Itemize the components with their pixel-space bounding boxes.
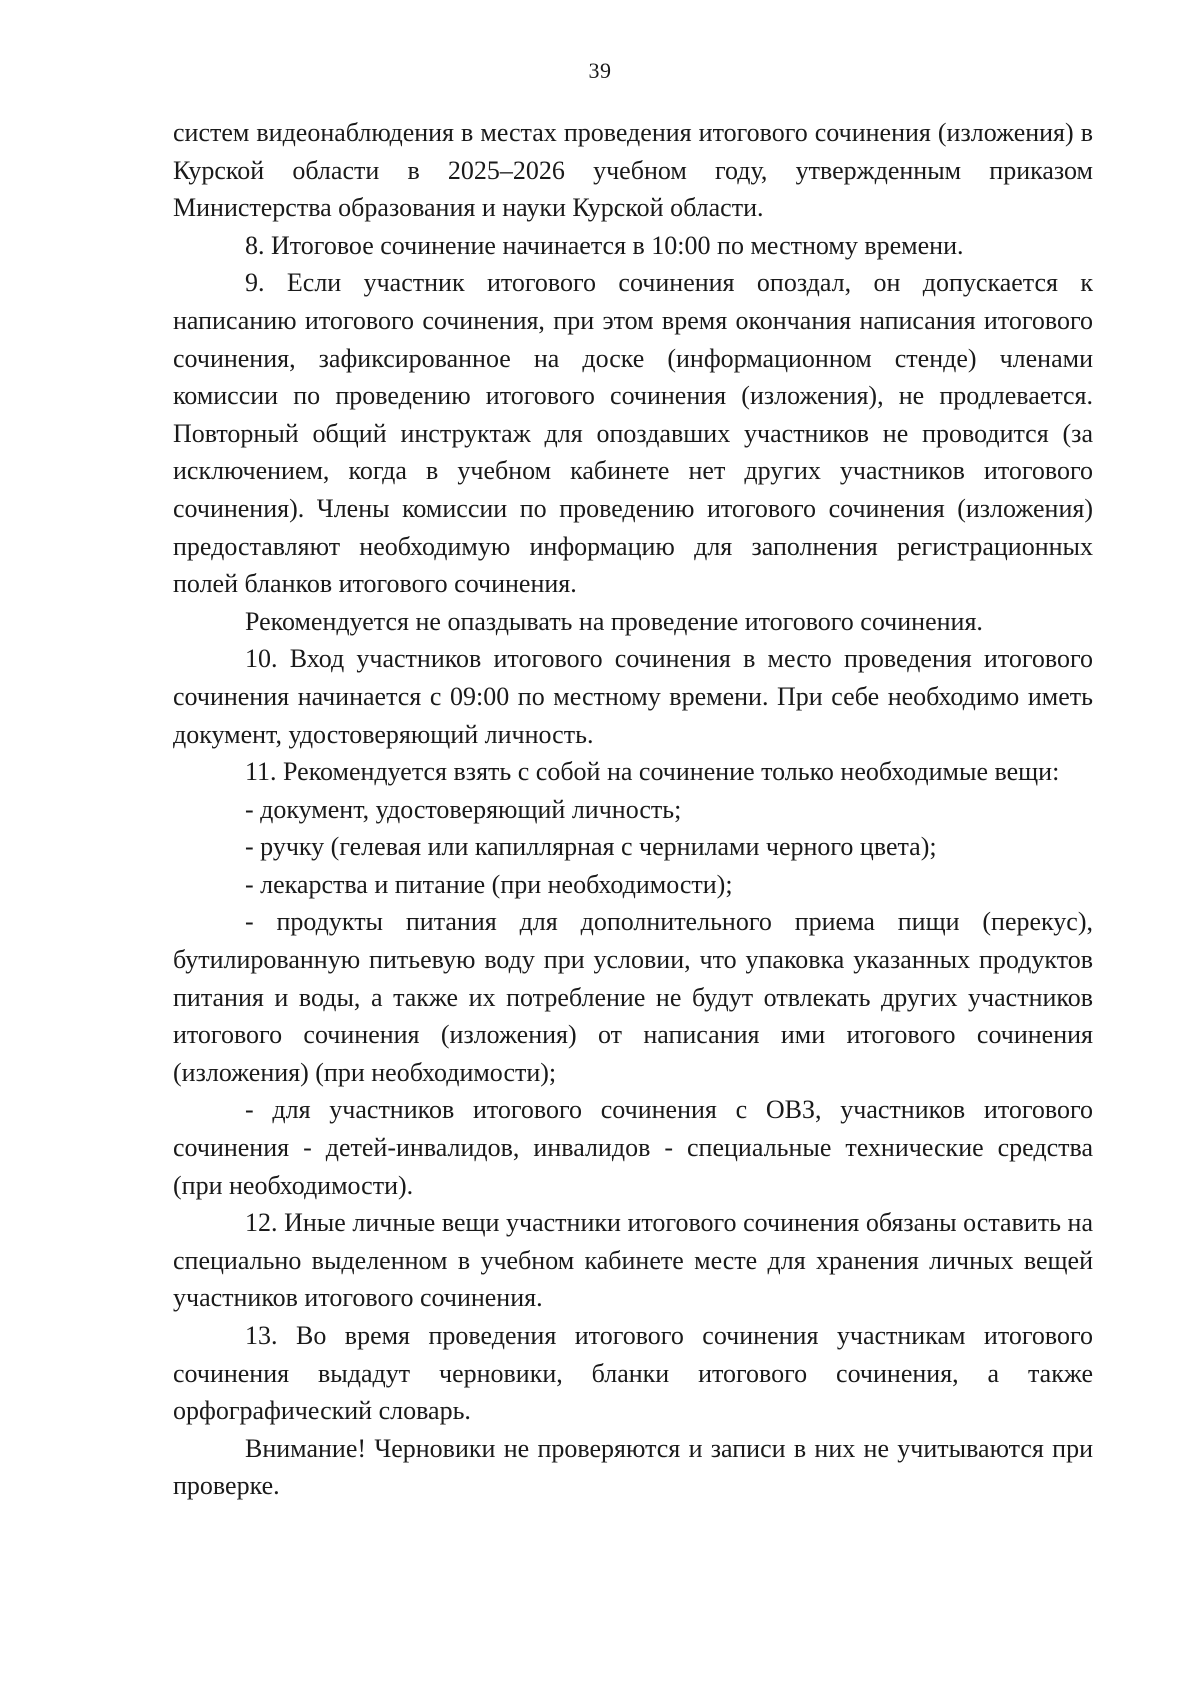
page-number: 39	[588, 58, 612, 83]
paragraph-item-8: 8. Итоговое сочинение начинается в 10:00 по местному времени.	[245, 230, 964, 260]
paragraph-item-13: 13. Во время проведения итогового сочинения участникам итогового сочинения выдадут черновики, бланки итогового сочинения, а также орфографический словарь.	[173, 1321, 1093, 1426]
paragraph-item-11: 11. Рекомендуется взять с собой на сочинение только необходимые вещи:	[245, 757, 1060, 787]
list-item-food: - продукты питания для дополнительного приема пищи (перекус), бутилированную питьевую воду при условии, что упаковка указанных продуктов питания и воды, а также их потребление не будут отвлекать других участников итогового сочинения (изложения) от написания ими итогового сочинения (изложения) (при необходимости);	[173, 907, 1093, 1087]
paragraph-recommendation: Рекомендуется не опаздывать на проведение итогового сочинения.	[245, 606, 983, 636]
list-item-document: - документ, удостоверяющий личность;	[245, 794, 682, 824]
paragraph-item-9: 9. Если участник итогового сочинения опоздал, он допускается к написанию итогового сочинения, при этом время окончания написания итогового сочинения, зафиксированное на доске (информационном стенде) членами комиссии по проведению итогового сочинения (изложения), не продлевается. Повторный общий инструктаж для опоздавших участников не проводится (за исключением, когда в учебном кабинете нет других участников итогового сочинения). Члены комиссии по проведению итогового сочинения (изложения) предоставляют необходимую информацию для заполнения регистрационных полей бланков итогового сочинения.	[173, 268, 1093, 599]
list-item-pen: - ручку (гелевая или капиллярная с чернилами черного цвета);	[245, 832, 937, 862]
paragraph-continuation: систем видеонаблюдения в местах проведения итогового сочинения (изложения) в Курской области в 2025–2026 учебном году, утвержденным приказом Министерства образования и науки Курской области.	[173, 118, 1093, 223]
document-body	[173, 114, 1093, 1505]
list-item-medicine: - лекарства и питание (при необходимости);	[245, 869, 733, 899]
paragraph-item-12: 12. Иные личные вещи участники итогового сочинения обязаны оставить на специально выделенном в учебном кабинете месте для хранения личных вещей участников итогового сочинения.	[173, 1208, 1093, 1313]
list-item-technical-means: - для участников итогового сочинения с ОВЗ, участников итогового сочинения - детей-инвалидов, инвалидов - специальные технические средства (при необходимости).	[173, 1095, 1093, 1200]
paragraph-attention: Внимание! Черновики не проверяются и записи в них не учитываются при проверке.	[173, 1433, 1093, 1501]
paragraph-item-10: 10. Вход участников итогового сочинения в место проведения итогового сочинения начинается с 09:00 по местному времени. При себе необходимо иметь документ, удостоверяющий личность.	[173, 644, 1093, 749]
